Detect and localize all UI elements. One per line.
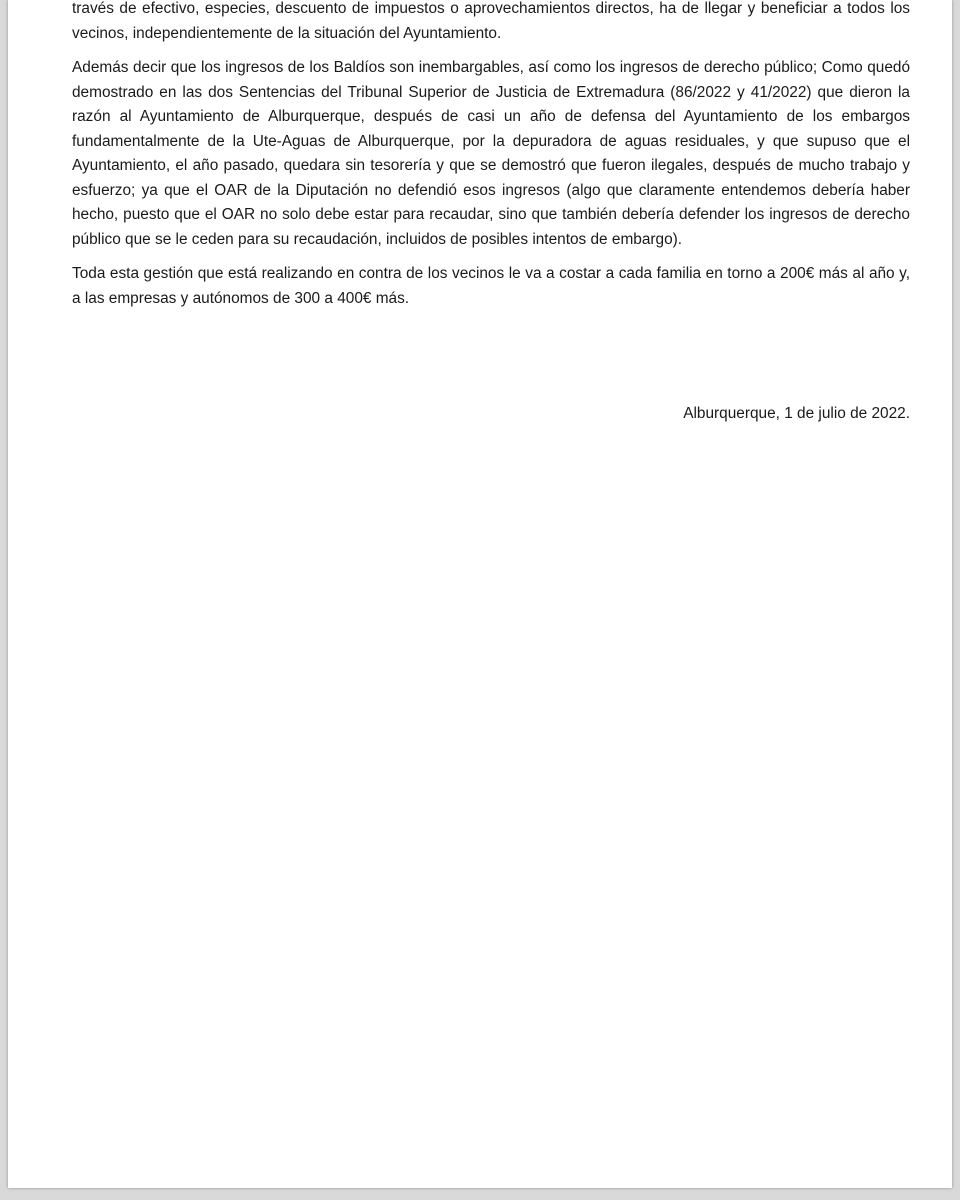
document-page: [8, 0, 952, 1188]
paragraph-2: Además decir que los ingresos de los Baldíos son inembargables, así como los ingresos de derecho público; Como quedó demostrado en las dos Sentencias del Tribunal Superior de Justicia de Extremadura (86/2022 y 41/2022) que dieron la razón al Ayuntamiento de Alburquerque, después de casi un año de defensa del Ayuntamiento de los embargos fundamentalmente de la Ute-Aguas de Alburquerque, por la depuradora de aguas residuales, y que supuso que el Ayuntamiento, el año pasado, quedara sin tesorería y que se demostró que fueron ilegales, después de mucho trabajo y esfuerzo; ya que el OAR de la Diputación no defendió esos ingresos (algo que claramente entendemos debería haber hecho, puesto que el OAR no solo debe estar para recaudar, sino que también debería defender los ingresos de derecho público que se le ceden para su recaudación, incluidos de posibles intentos de embargo).: [72, 59, 910, 248]
paragraph-1: través de efectivo, especies, descuento de impuestos o aprovechamientos directos, ha de llegar y beneficiar a todos los vecinos, independientemente de la situación del Ayuntamiento.: [72, 0, 910, 42]
paragraph-3: Toda esta gestión que está realizando en contra de los vecinos le va a costar a cada familia en torno a 200€ más al año y, a las empresas y autónomos de 300 a 400€ más.: [72, 265, 910, 307]
signature-date: Alburquerque, 1 de julio de 2022.: [683, 405, 910, 422]
document-body: [72, 0, 910, 321]
